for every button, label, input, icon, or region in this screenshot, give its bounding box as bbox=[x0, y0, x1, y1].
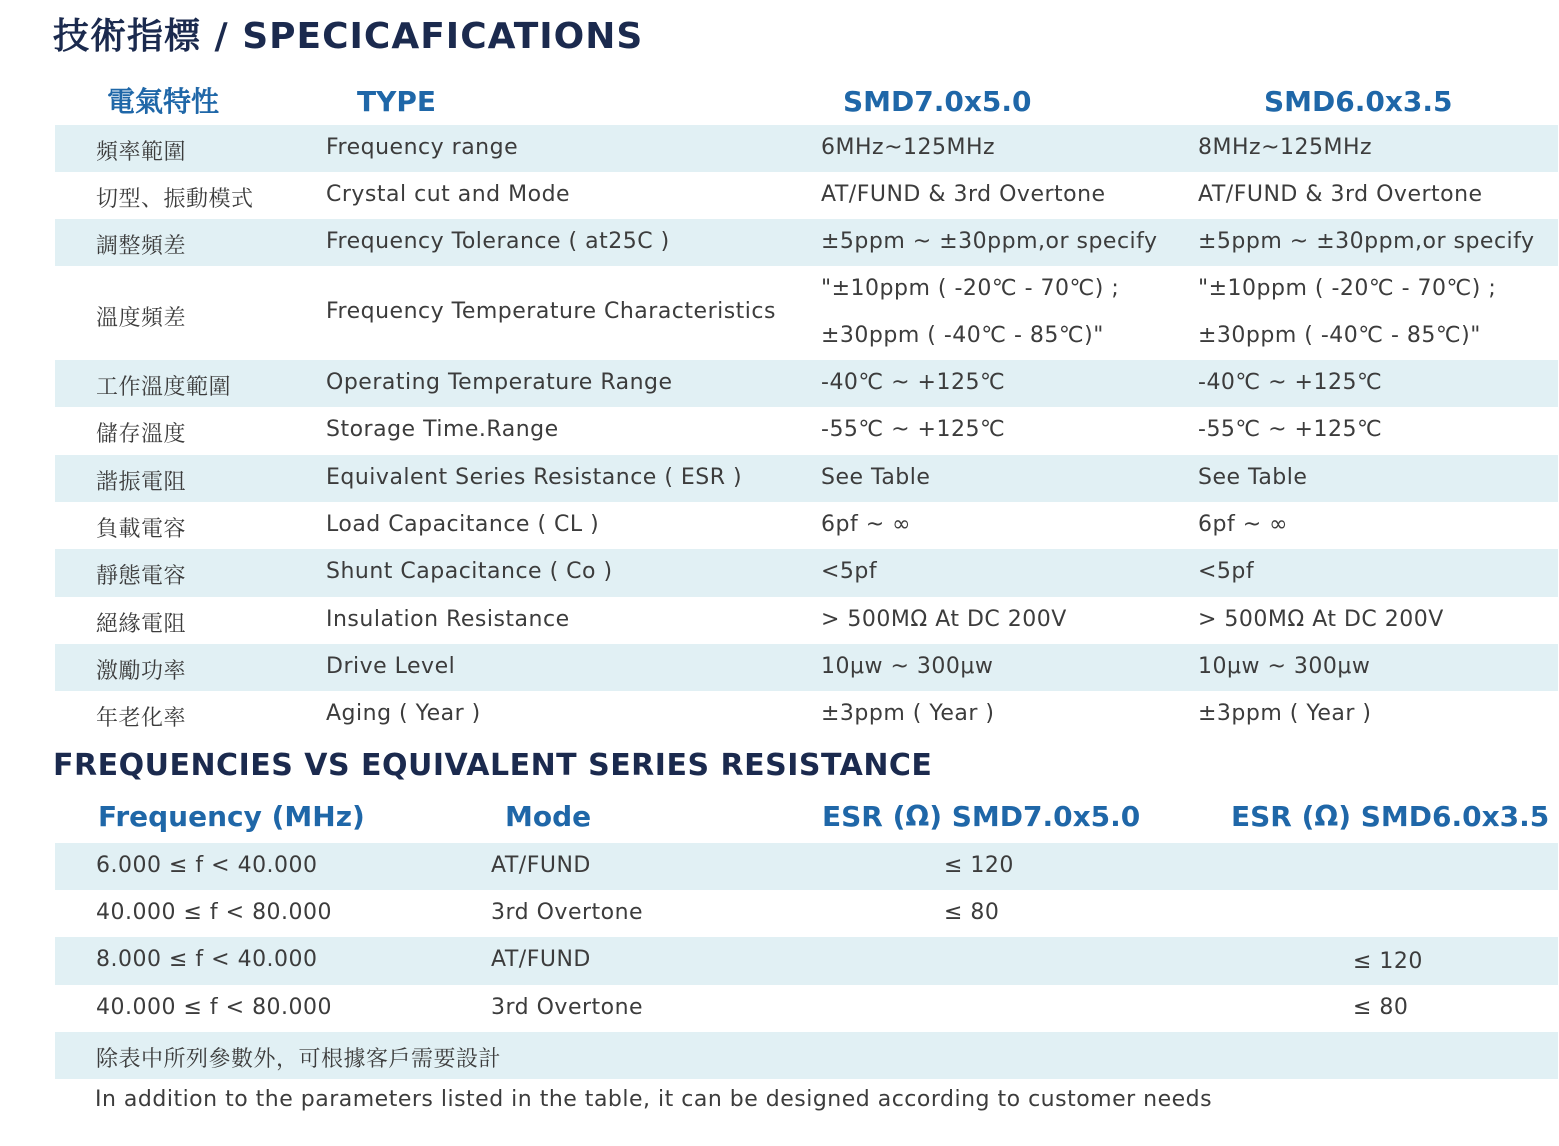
spec-en: Frequency Temperature Characteristics bbox=[326, 299, 776, 324]
esr-header-smd6035: ESR (Ω) SMD6.0x3.5 bbox=[1231, 800, 1550, 833]
spec-zh: 調整頻差 bbox=[96, 234, 187, 259]
spec-row bbox=[55, 360, 1558, 407]
esr-mode: AT/FUND bbox=[491, 947, 591, 972]
spec-value-smd7050: ±3ppm ( Year ) bbox=[821, 701, 995, 726]
spec-value-smd6035: -40℃ ~ +125℃ bbox=[1198, 370, 1383, 395]
spec-value-smd6035: -55℃ ~ +125℃ bbox=[1198, 417, 1383, 442]
spec-row bbox=[55, 407, 1558, 455]
esr-header-mode: Mode bbox=[505, 800, 592, 833]
esr-frequency: 40.000 ≤ f < 80.000 bbox=[96, 995, 333, 1020]
spec-en: Frequency range bbox=[326, 135, 519, 160]
spec-row bbox=[55, 502, 1558, 549]
spec-value-smd6035: > 500MΩ At DC 200V bbox=[1198, 607, 1444, 632]
spec-value-smd6035-line2: ±30ppm ( -40℃ - 85℃)" bbox=[1198, 323, 1481, 348]
spec-en: Aging ( Year ) bbox=[326, 701, 481, 726]
spec-value-smd6035: "±10ppm ( -20℃ - 70℃) ; bbox=[1198, 276, 1497, 301]
header-smd6035: SMD6.0x3.5 bbox=[1264, 85, 1453, 118]
esr-value-smd6035: ≤ 120 bbox=[1353, 949, 1423, 974]
esr-row bbox=[55, 937, 1558, 985]
esr-value-smd7050: ≤ 120 bbox=[944, 853, 1014, 878]
spec-en: Operating Temperature Range bbox=[326, 370, 673, 395]
spec-value-smd7050: AT/FUND & 3rd Overtone bbox=[821, 182, 1106, 207]
esr-row bbox=[55, 843, 1558, 890]
esr-value-smd7050: ≤ 80 bbox=[944, 900, 1000, 925]
spec-zh: 諧振電阻 bbox=[96, 470, 187, 495]
header-smd7050: SMD7.0x5.0 bbox=[843, 85, 1032, 118]
spec-value-smd7050: 10μw ~ 300μw bbox=[821, 654, 994, 679]
spec-zh: 溫度頻差 bbox=[96, 306, 187, 331]
spec-en: Equivalent Series Resistance ( ESR ) bbox=[326, 465, 743, 490]
note-en: In addition to the parameters listed in the table, it can be designed according to customer needs bbox=[95, 1087, 1213, 1112]
spec-value-smd7050: <5pf bbox=[821, 559, 878, 584]
esr-row bbox=[55, 890, 1558, 937]
header-type: TYPE bbox=[357, 85, 437, 118]
spec-value-smd6035: See Table bbox=[1198, 465, 1308, 490]
spec-zh: 絕緣電阻 bbox=[96, 612, 187, 637]
spec-value-smd6035: 6pf ~ ∞ bbox=[1198, 512, 1288, 537]
spec-value-smd6035: AT/FUND & 3rd Overtone bbox=[1198, 182, 1483, 207]
spec-en: Load Capacitance ( CL ) bbox=[326, 512, 600, 537]
esr-mode: 3rd Overtone bbox=[491, 995, 644, 1020]
spec-value-smd6035: ±3ppm ( Year ) bbox=[1198, 701, 1372, 726]
spec-row bbox=[55, 691, 1558, 738]
spec-value-smd7050: See Table bbox=[821, 465, 931, 490]
page-title: 技術指標 / SPECICAFICATIONS bbox=[53, 16, 644, 57]
esr-frequency: 40.000 ≤ f < 80.000 bbox=[96, 900, 333, 925]
spec-row bbox=[55, 219, 1558, 266]
esr-section-title: FREQUENCIES VS EQUIVALENT SERIES RESISTANCE bbox=[53, 748, 933, 783]
note-row bbox=[55, 1032, 1558, 1079]
spec-value-smd7050: -55℃ ~ +125℃ bbox=[821, 417, 1006, 442]
note-row bbox=[55, 1079, 1558, 1126]
spec-value-smd7050: 6pf ~ ∞ bbox=[821, 512, 911, 537]
spec-row bbox=[55, 172, 1558, 219]
esr-value-smd6035: ≤ 80 bbox=[1353, 995, 1409, 1020]
spec-value-smd6035: 8MHz~125MHz bbox=[1198, 135, 1373, 160]
spec-value-smd6035: ±5ppm ~ ±30ppm,or specify bbox=[1198, 229, 1535, 254]
spec-value-smd7050: "±10ppm ( -20℃ - 70℃) ; bbox=[821, 276, 1120, 301]
header-electrical: 電氣特性 bbox=[107, 85, 220, 118]
spec-en: Crystal cut and Mode bbox=[326, 182, 571, 207]
spec-value-smd7050: ±5ppm ~ ±30ppm,or specify bbox=[821, 229, 1158, 254]
spec-zh: 負載電容 bbox=[96, 517, 187, 542]
spec-en: Frequency Tolerance ( at25C ) bbox=[326, 229, 670, 254]
spec-row bbox=[55, 549, 1558, 597]
esr-mode: 3rd Overtone bbox=[491, 900, 644, 925]
spec-zh: 靜態電容 bbox=[96, 564, 187, 589]
spec-zh: 切型、振動模式 bbox=[96, 187, 254, 212]
spec-zh: 頻率範圍 bbox=[96, 140, 187, 165]
spec-zh: 年老化率 bbox=[96, 706, 187, 731]
spec-en: Storage Time.Range bbox=[326, 417, 559, 442]
esr-mode: AT/FUND bbox=[491, 853, 591, 878]
esr-frequency: 8.000 ≤ f < 40.000 bbox=[96, 947, 318, 972]
spec-value-smd7050: 6MHz~125MHz bbox=[821, 135, 996, 160]
spec-zh: 激勵功率 bbox=[96, 659, 187, 684]
spec-value-smd7050: -40℃ ~ +125℃ bbox=[821, 370, 1006, 395]
esr-header-smd7050: ESR (Ω) SMD7.0x5.0 bbox=[822, 800, 1141, 833]
spec-zh: 工作溫度範圍 bbox=[96, 375, 232, 400]
spec-en: Insulation Resistance bbox=[326, 607, 570, 632]
spec-row bbox=[55, 644, 1558, 691]
spec-zh: 儲存溫度 bbox=[96, 422, 187, 447]
spec-en: Drive Level bbox=[326, 654, 456, 679]
spec-en: Shunt Capacitance ( Co ) bbox=[326, 559, 613, 584]
spec-value-smd6035: <5pf bbox=[1198, 559, 1255, 584]
esr-row bbox=[55, 985, 1558, 1032]
spec-value-smd7050-line2: ±30ppm ( -40℃ - 85℃)" bbox=[821, 323, 1104, 348]
esr-header-frequency: Frequency (MHz) bbox=[98, 800, 365, 833]
esr-frequency: 6.000 ≤ f < 40.000 bbox=[96, 853, 318, 878]
spec-row bbox=[55, 597, 1558, 644]
spec-row bbox=[55, 266, 1558, 360]
note-zh: 除表中所列參數外，可根據客戶需要設計 bbox=[96, 1047, 502, 1072]
spec-value-smd7050: > 500MΩ At DC 200V bbox=[821, 607, 1067, 632]
spec-row bbox=[55, 125, 1558, 172]
spec-row bbox=[55, 455, 1558, 502]
spec-value-smd6035: 10μw ~ 300μw bbox=[1198, 654, 1371, 679]
